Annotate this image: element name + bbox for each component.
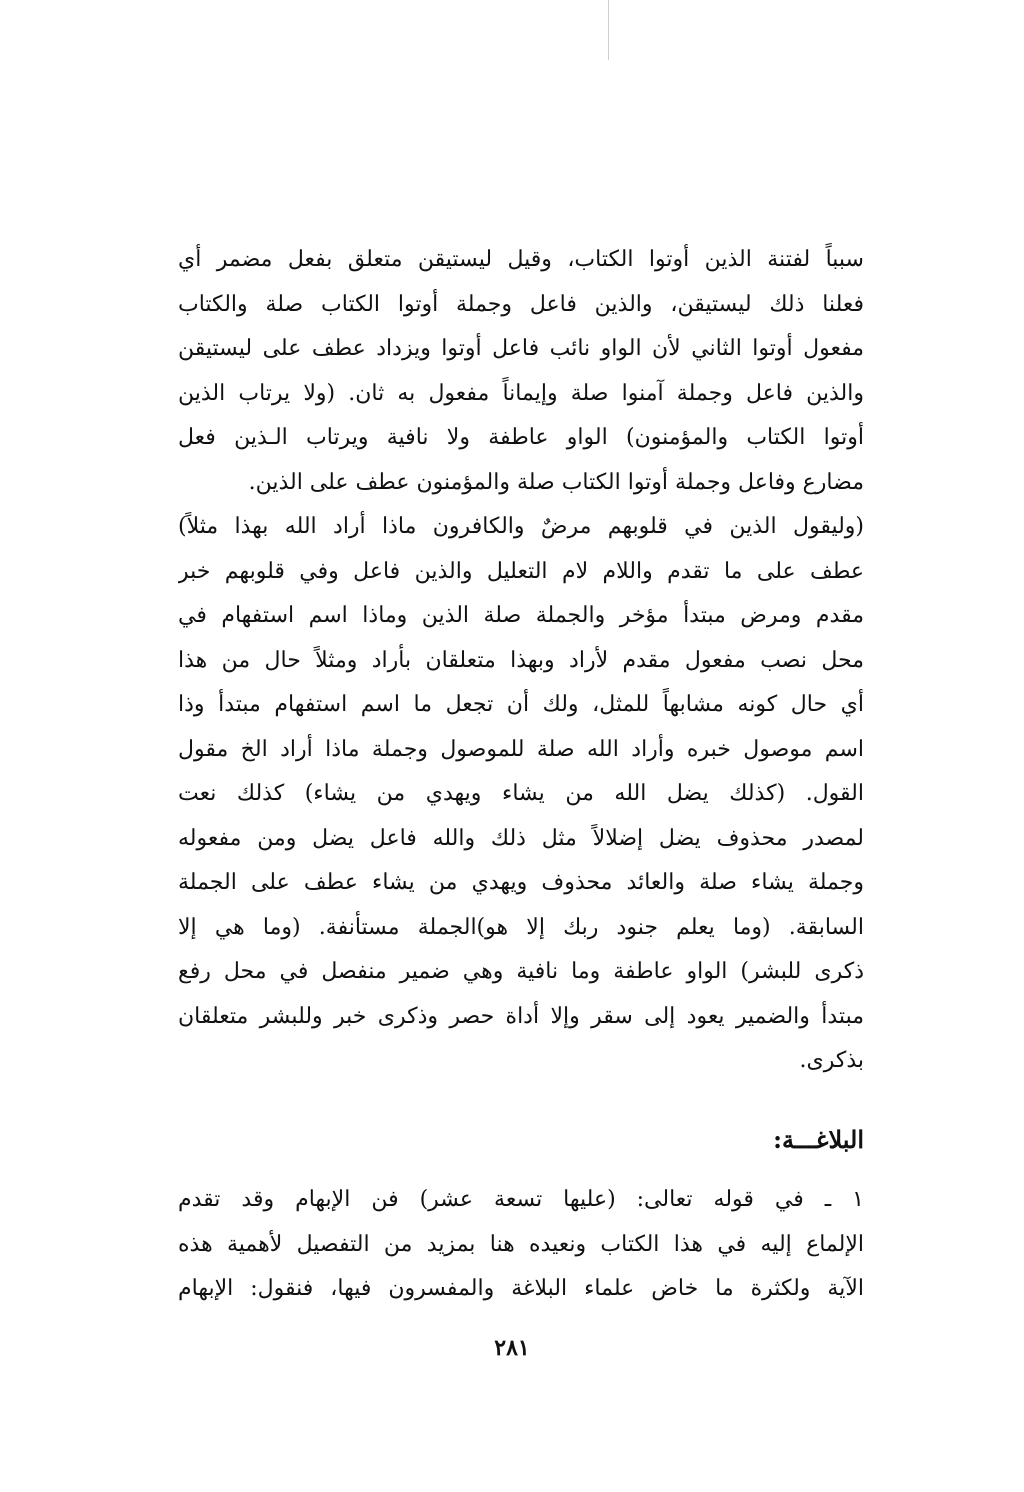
body-line: مفعول أوتوا الثاني لأن الواو نائب فاعل أوتوا ويزداد عطف على ليستيقن <box>178 336 864 361</box>
body-line: لمصدر محذوف يضل إضلالاً مثل ذلك والله فاعل يضل ومن مفعوله <box>178 825 864 851</box>
body-line: القول. (كذلك يضل الله من يشاء ويهدي من يشاء) كذلك نعت <box>178 781 864 806</box>
body-line: وجملة يشاء صلة والعائد محذوف ويهدي من يشاء عطف على الجملة <box>178 870 864 895</box>
body-line: مقدم ومرض مبتدأ مؤخر والجملة صلة الذين وماذا اسم استفهام في <box>178 603 864 628</box>
page-number: ٢٨١ <box>494 1335 530 1361</box>
scan-edge-mark <box>608 0 609 60</box>
body-line: محل نصب مفعول مقدم لأراد وبهذا متعلقان بأراد ومثلاً حال من هذا <box>178 647 864 673</box>
balagha-line: الإلماع إليه في هذا الكتاب ونعيده هنا بمزيد من التفصيل لأهمية هذه <box>178 1231 864 1257</box>
balagha-line: الآية ولكثرة ما خاض علماء البلاغة والمفسرون فيها، فنقول: الإبهام <box>178 1276 864 1301</box>
body-line: سبباً لفتنة الذين أوتوا الكتاب، وقيل ليستيقن متعلق بفعل مضمر أي <box>178 247 864 272</box>
body-line: أي حال كونه مشابهاً للمثل، ولك أن تجعل ما اسم استفهام مبتدأ وذا <box>178 692 864 717</box>
body-line: أوتوا الكتاب والمؤمنون) الواو عاطفة ولا نافية ويرتاب الـذين فعل <box>178 425 864 450</box>
body-line: اسم موصول خبره وأراد الله صلة للموصول وجملة ماذا أراد الخ مقول <box>178 736 864 762</box>
body-line: (وليقول الذين في قلوبهم مرضٌ والكافرون ماذا أراد الله بهذا مثلاً) <box>178 514 864 539</box>
body-line: مبتدأ والضمير يعود إلى سقر وإلا أداة حصر وذكرى خبر وللبشر متعلقان <box>178 1003 864 1029</box>
body-line: السابقة. (وما يعلم جنود ربك إلا هو)الجملة مستأنفة. (وما هي إلا <box>178 914 864 940</box>
body-line: فعلنا ذلك ليستيقن، والذين فاعل وجملة أوتوا الكتاب صلة والكتاب <box>178 291 864 317</box>
balagha-line: ١ ـ في قوله تعالى: (عليها تسعة عشر) فن الإبهام وقد تقدم <box>178 1187 864 1212</box>
body-line: ذكرى للبشر) الواو عاطفة وما نافية وهي ضمير منفصل في محل رفع <box>178 959 864 984</box>
body-line: عطف على ما تقدم واللام لام التعليل والذين فاعل وفي قلوبهم خبر <box>178 558 864 584</box>
body-line: والذين فاعل وجملة آمنوا صلة وإيماناً مفعول به ثان. (ولا يرتاب الذين <box>178 380 864 406</box>
body-paragraph <box>178 238 864 1084</box>
body-line: بذكرى. <box>799 1048 864 1073</box>
section-heading: البلاغـــة: <box>773 1125 864 1154</box>
body-line: مضارع وفاعل وجملة أوتوا الكتاب صلة والمؤمنون عطف على الذين. <box>248 469 864 495</box>
balagha-paragraph <box>178 1178 864 1312</box>
